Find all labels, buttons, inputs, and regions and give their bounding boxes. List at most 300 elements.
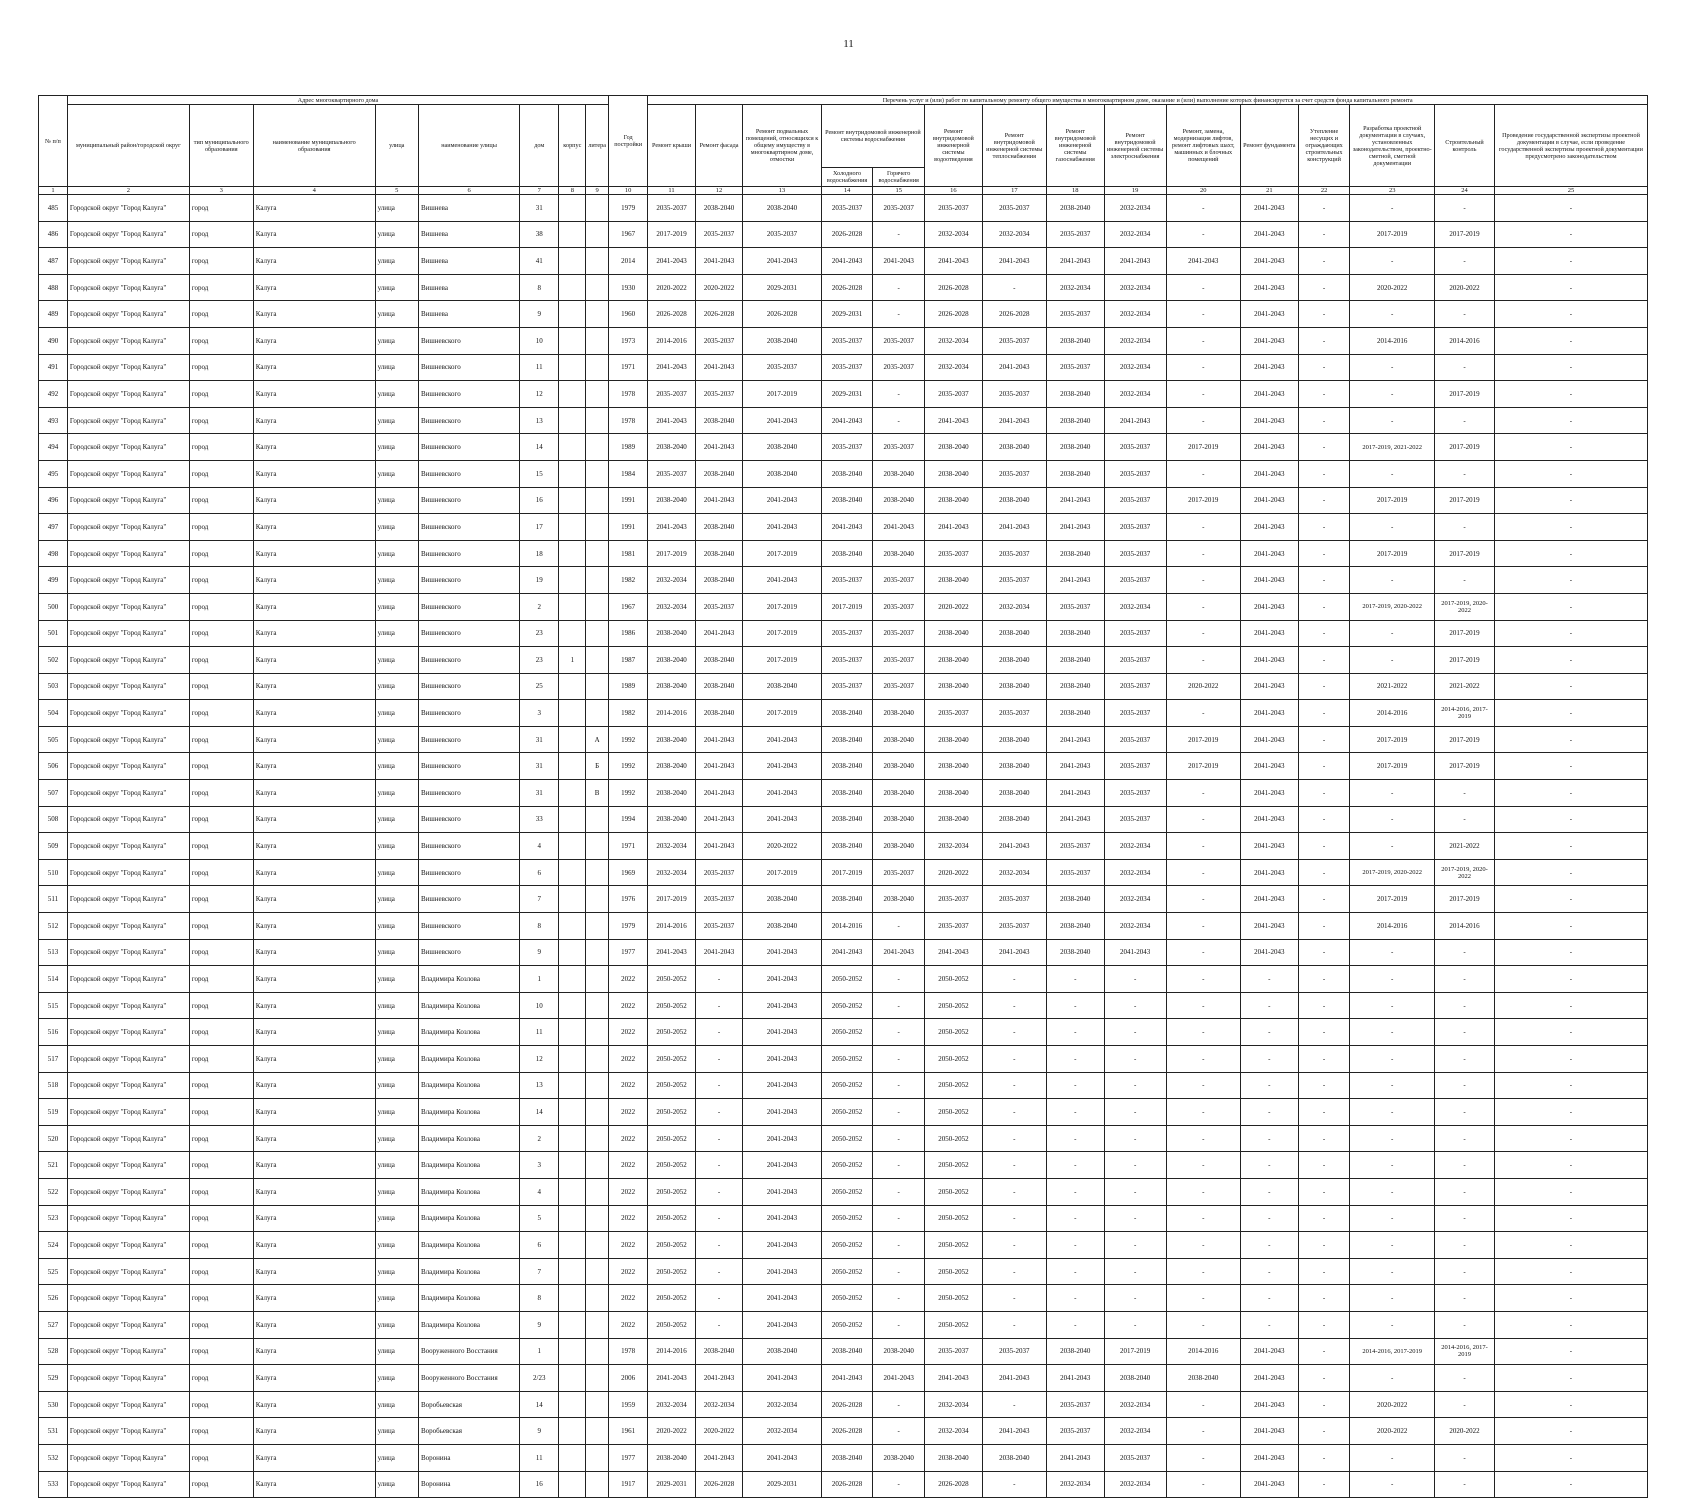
table-row bbox=[39, 1152, 1648, 1179]
table-cell: 2038-2040 bbox=[982, 673, 1046, 700]
table-cell: - bbox=[1166, 327, 1240, 354]
table-cell: - bbox=[1350, 567, 1435, 594]
table-row bbox=[39, 1205, 1648, 1232]
column-number: 2 bbox=[67, 187, 189, 195]
table-cell: 2041-2043 bbox=[821, 939, 873, 966]
table-cell bbox=[559, 859, 586, 886]
table-cell: - bbox=[1494, 487, 1647, 514]
table-cell: 2038-2040 bbox=[1046, 939, 1104, 966]
table-cell: Калуга bbox=[253, 1019, 375, 1046]
table-cell: - bbox=[1240, 1258, 1298, 1285]
table-cell bbox=[559, 700, 586, 727]
table-cell bbox=[586, 1258, 609, 1285]
table-cell bbox=[586, 327, 609, 354]
table-row bbox=[39, 274, 1648, 301]
table-cell: - bbox=[1298, 913, 1350, 940]
table-cell: - bbox=[1435, 992, 1495, 1019]
header-gas: Ремонт внутридомовой инженерной системы газоснабжения bbox=[1046, 105, 1104, 187]
table-cell: Калуга bbox=[253, 806, 375, 833]
table-cell: 2038-2040 bbox=[821, 726, 873, 753]
table-cell: 2020-2022 bbox=[1350, 1418, 1435, 1445]
table-cell: 2038-2040 bbox=[982, 753, 1046, 780]
column-number: 6 bbox=[418, 187, 519, 195]
table-cell: 2038-2040 bbox=[873, 460, 925, 487]
table-cell: 11 bbox=[520, 354, 559, 381]
table-cell: - bbox=[1494, 886, 1647, 913]
table-cell bbox=[559, 327, 586, 354]
table-cell: - bbox=[982, 1311, 1046, 1338]
table-cell: 2022 bbox=[609, 1232, 648, 1259]
table-cell: Калуга bbox=[253, 992, 375, 1019]
table-cell: 2032-2034 bbox=[648, 859, 696, 886]
page-number: 11 bbox=[843, 38, 854, 50]
table-cell: - bbox=[1166, 593, 1240, 620]
table-cell: Вишневского bbox=[418, 913, 519, 940]
table-cell: 2026-2028 bbox=[695, 1471, 743, 1498]
table-cell: - bbox=[1350, 1365, 1435, 1392]
table-cell: - bbox=[695, 966, 743, 993]
table-cell: Вишневского bbox=[418, 381, 519, 408]
table-cell: - bbox=[695, 1019, 743, 1046]
table-cell: 2035-2037 bbox=[1104, 514, 1166, 541]
table-cell bbox=[559, 1232, 586, 1259]
table-cell: Вишнева bbox=[418, 221, 519, 248]
table-cell: 523 bbox=[39, 1205, 68, 1232]
table-cell: Владимира Козлова bbox=[418, 966, 519, 993]
table-cell: 2041-2043 bbox=[743, 1072, 821, 1099]
table-cell: Калуга bbox=[253, 1444, 375, 1471]
table-cell: 16 bbox=[520, 1471, 559, 1498]
table-cell: - bbox=[1166, 1019, 1240, 1046]
table-cell: - bbox=[1350, 195, 1435, 222]
table-row bbox=[39, 1285, 1648, 1312]
table-cell: - bbox=[1104, 1125, 1166, 1152]
table-cell bbox=[586, 913, 609, 940]
table-cell: - bbox=[1435, 1365, 1495, 1392]
table-cell: 2038-2040 bbox=[1166, 1365, 1240, 1392]
table-cell: Вишневского bbox=[418, 514, 519, 541]
table-cell: - bbox=[1166, 939, 1240, 966]
table-cell bbox=[586, 1311, 609, 1338]
table-cell: 1992 bbox=[609, 780, 648, 807]
table-cell: 2038-2040 bbox=[695, 567, 743, 594]
header-facade: Ремонт фасада bbox=[695, 105, 743, 187]
table-cell: город bbox=[189, 1232, 253, 1259]
table-cell: - bbox=[1240, 1072, 1298, 1099]
table-cell: - bbox=[873, 1285, 925, 1312]
table-cell bbox=[586, 248, 609, 275]
table-cell: 522 bbox=[39, 1178, 68, 1205]
table-cell: улица bbox=[375, 434, 418, 461]
table-cell: - bbox=[1166, 620, 1240, 647]
table-cell: - bbox=[1494, 327, 1647, 354]
table-cell: 2038-2040 bbox=[648, 753, 696, 780]
table-cell: - bbox=[1350, 1125, 1435, 1152]
table-cell: улица bbox=[375, 833, 418, 860]
table-cell: 2022 bbox=[609, 1125, 648, 1152]
table-cell: - bbox=[1298, 487, 1350, 514]
table-cell: 2020-2022 bbox=[1435, 1418, 1495, 1445]
table-cell: Владимира Козлова bbox=[418, 1258, 519, 1285]
table-cell: 2014-2016, 2017-2019 bbox=[1350, 1338, 1435, 1365]
table-cell: 2020-2022 bbox=[1350, 274, 1435, 301]
table-row bbox=[39, 1444, 1648, 1471]
table-cell: - bbox=[1104, 1285, 1166, 1312]
header-column-numbers bbox=[39, 187, 1648, 195]
table-cell: 2035-2037 bbox=[925, 381, 983, 408]
table-cell: 2 bbox=[520, 593, 559, 620]
table-cell: 2038-2040 bbox=[695, 700, 743, 727]
table-cell: 2014-2016, 2017-2019 bbox=[1435, 700, 1495, 727]
header-liter: литера bbox=[586, 105, 609, 187]
table-cell: 2038-2040 bbox=[821, 1338, 873, 1365]
table-cell: 2041-2043 bbox=[1240, 833, 1298, 860]
table-cell: 500 bbox=[39, 593, 68, 620]
table-cell: 2041-2043 bbox=[1240, 1365, 1298, 1392]
table-cell: Городской округ "Город Калуга" bbox=[67, 248, 189, 275]
table-cell: город bbox=[189, 407, 253, 434]
table-cell: - bbox=[1104, 1205, 1166, 1232]
table-row bbox=[39, 248, 1648, 275]
table-cell bbox=[559, 1019, 586, 1046]
table-cell: - bbox=[1350, 1152, 1435, 1179]
table-cell: 2038-2040 bbox=[1046, 540, 1104, 567]
table-cell: 2041-2043 bbox=[695, 806, 743, 833]
table-cell: 2014-2016 bbox=[1435, 913, 1495, 940]
capital-repair-table bbox=[38, 95, 1648, 1498]
table-cell: 2017-2019 bbox=[648, 540, 696, 567]
table-row bbox=[39, 221, 1648, 248]
table-cell: город bbox=[189, 1338, 253, 1365]
table-cell: 1982 bbox=[609, 700, 648, 727]
table-row bbox=[39, 593, 1648, 620]
table-cell: 2038-2040 bbox=[925, 647, 983, 674]
header-heat: Ремонт внутридомовой инженерной системы теплоснабжения bbox=[982, 105, 1046, 187]
column-number: 19 bbox=[1104, 187, 1166, 195]
table-cell: 2050-2052 bbox=[925, 1019, 983, 1046]
header-street-type: улица bbox=[375, 105, 418, 187]
table-cell: 2035-2037 bbox=[743, 221, 821, 248]
table-cell: - bbox=[1298, 1365, 1350, 1392]
table-cell: 2038-2040 bbox=[821, 886, 873, 913]
table-cell: 14 bbox=[520, 1391, 559, 1418]
table-row bbox=[39, 1019, 1648, 1046]
table-cell: 2050-2052 bbox=[925, 1285, 983, 1312]
table-cell: 2041-2043 bbox=[743, 1365, 821, 1392]
table-cell: - bbox=[1166, 647, 1240, 674]
table-cell: 2038-2040 bbox=[821, 780, 873, 807]
table-cell: улица bbox=[375, 1471, 418, 1498]
table-cell: - bbox=[1240, 1099, 1298, 1126]
table-cell: 2050-2052 bbox=[925, 1311, 983, 1338]
table-cell: Городской округ "Город Калуга" bbox=[67, 593, 189, 620]
table-cell: 2035-2037 bbox=[821, 434, 873, 461]
table-cell: Городской округ "Город Калуга" bbox=[67, 939, 189, 966]
table-cell: город bbox=[189, 1099, 253, 1126]
table-cell: - bbox=[695, 1311, 743, 1338]
table-cell bbox=[586, 540, 609, 567]
table-cell: 2038-2040 bbox=[648, 434, 696, 461]
table-cell: 2038-2040 bbox=[695, 514, 743, 541]
table-cell: - bbox=[1435, 1285, 1495, 1312]
table-cell: - bbox=[873, 1125, 925, 1152]
table-cell: Калуга bbox=[253, 487, 375, 514]
table-cell: 2038-2040 bbox=[695, 1338, 743, 1365]
table-cell bbox=[559, 992, 586, 1019]
table-cell: В bbox=[586, 780, 609, 807]
table-cell: 13 bbox=[520, 1072, 559, 1099]
table-cell: 8 bbox=[520, 1285, 559, 1312]
table-cell: 2041-2043 bbox=[743, 992, 821, 1019]
table-cell: - bbox=[873, 966, 925, 993]
table-cell: 2022 bbox=[609, 1258, 648, 1285]
table-cell: - bbox=[695, 992, 743, 1019]
table-cell: 2041-2043 bbox=[743, 753, 821, 780]
table-cell: 2017-2019, 2020-2022 bbox=[1350, 593, 1435, 620]
table-cell: 13 bbox=[520, 407, 559, 434]
table-cell: город bbox=[189, 301, 253, 328]
table-cell: - bbox=[1166, 1125, 1240, 1152]
table-row bbox=[39, 1365, 1648, 1392]
table-cell: Калуга bbox=[253, 1391, 375, 1418]
table-cell: - bbox=[1298, 806, 1350, 833]
table-cell: - bbox=[1350, 1099, 1435, 1126]
table-cell: Городской округ "Город Калуга" bbox=[67, 1072, 189, 1099]
table-cell: Воронина bbox=[418, 1471, 519, 1498]
table-cell: - bbox=[1240, 1152, 1298, 1179]
header-num: № п/п bbox=[39, 96, 68, 187]
table-cell: 2038-2040 bbox=[648, 647, 696, 674]
table-cell: - bbox=[1166, 274, 1240, 301]
table-cell: 2041-2043 bbox=[648, 248, 696, 275]
table-cell: 2035-2037 bbox=[1104, 780, 1166, 807]
table-cell: 2041-2043 bbox=[743, 966, 821, 993]
table-cell: 2050-2052 bbox=[925, 1205, 983, 1232]
table-cell: 511 bbox=[39, 886, 68, 913]
table-cell: 2017-2019 bbox=[1104, 1338, 1166, 1365]
table-cell: город bbox=[189, 726, 253, 753]
table-cell: 2050-2052 bbox=[648, 1311, 696, 1338]
table-cell bbox=[586, 700, 609, 727]
table-cell: 2041-2043 bbox=[1104, 939, 1166, 966]
table-cell: улица bbox=[375, 487, 418, 514]
table-cell: - bbox=[1494, 593, 1647, 620]
table-cell bbox=[559, 407, 586, 434]
header-water: Ремонт внутридомовой инженерной системы водоснабжения bbox=[821, 105, 924, 168]
table-cell: 2038-2040 bbox=[695, 647, 743, 674]
table-cell: 2038-2040 bbox=[925, 673, 983, 700]
table-cell: 2038-2040 bbox=[873, 540, 925, 567]
table-cell: Городской округ "Город Калуга" bbox=[67, 195, 189, 222]
header-cold: Холодного водоснабжения bbox=[821, 168, 873, 187]
table-cell: 2038-2040 bbox=[873, 806, 925, 833]
table-cell: город bbox=[189, 434, 253, 461]
table-cell: Калуга bbox=[253, 780, 375, 807]
table-cell: 2041-2043 bbox=[1240, 593, 1298, 620]
table-cell: 2035-2037 bbox=[695, 327, 743, 354]
table-cell bbox=[586, 301, 609, 328]
table-cell: - bbox=[982, 1125, 1046, 1152]
table-cell: - bbox=[873, 1391, 925, 1418]
table-cell: 2038-2040 bbox=[743, 913, 821, 940]
table-cell: 2017-2019 bbox=[1166, 434, 1240, 461]
table-cell: - bbox=[1350, 833, 1435, 860]
table-cell: 2035-2037 bbox=[873, 327, 925, 354]
table-cell: 33 bbox=[520, 806, 559, 833]
table-cell: 2041-2043 bbox=[695, 833, 743, 860]
table-cell: 2038-2040 bbox=[821, 753, 873, 780]
table-cell: 2032-2034 bbox=[925, 354, 983, 381]
table-cell: Вишневского bbox=[418, 460, 519, 487]
table-cell: - bbox=[982, 966, 1046, 993]
table-cell: 2020-2022 bbox=[1166, 673, 1240, 700]
table-cell: улица bbox=[375, 1391, 418, 1418]
table-cell: Вишневского bbox=[418, 567, 519, 594]
table-cell: 2038-2040 bbox=[925, 806, 983, 833]
table-cell: Калуга bbox=[253, 1365, 375, 1392]
table-cell: Вооруженного Восстания bbox=[418, 1338, 519, 1365]
table-cell: 2022 bbox=[609, 1046, 648, 1073]
table-cell: улица bbox=[375, 567, 418, 594]
table-cell: Городской округ "Город Калуга" bbox=[67, 1471, 189, 1498]
table-cell: 2041-2043 bbox=[1240, 274, 1298, 301]
column-number: 7 bbox=[520, 187, 559, 195]
table-cell bbox=[559, 248, 586, 275]
table-cell: - bbox=[1494, 514, 1647, 541]
table-cell: 2038-2040 bbox=[821, 1444, 873, 1471]
table-cell: - bbox=[1046, 1099, 1104, 1126]
table-cell: 41 bbox=[520, 248, 559, 275]
table-cell: 2022 bbox=[609, 966, 648, 993]
header-design: Разработка проектной документации в случаях, установленных законодательством, проектно-сметной, сметной документации bbox=[1350, 105, 1435, 187]
table-cell: 2038-2040 bbox=[873, 780, 925, 807]
table-cell: Калуга bbox=[253, 620, 375, 647]
table-cell: город bbox=[189, 1205, 253, 1232]
table-cell: 2026-2028 bbox=[695, 301, 743, 328]
table-cell: 6 bbox=[520, 1232, 559, 1259]
table-cell: 2017-2019 bbox=[648, 221, 696, 248]
table-row bbox=[39, 407, 1648, 434]
table-cell: - bbox=[1046, 1258, 1104, 1285]
table-cell: 2050-2052 bbox=[925, 1046, 983, 1073]
table-cell: - bbox=[1166, 301, 1240, 328]
table-cell: - bbox=[1435, 1178, 1495, 1205]
table-cell: 2017-2019 bbox=[1435, 540, 1495, 567]
table-cell: город bbox=[189, 540, 253, 567]
table-cell: 2041-2043 bbox=[1240, 460, 1298, 487]
column-number: 3 bbox=[189, 187, 253, 195]
table-cell: Калуга bbox=[253, 726, 375, 753]
table-cell: - bbox=[1166, 966, 1240, 993]
table-cell: 9 bbox=[520, 301, 559, 328]
table-cell: город bbox=[189, 1391, 253, 1418]
table-cell: - bbox=[873, 1232, 925, 1259]
table-cell: 2032-2034 bbox=[925, 1418, 983, 1445]
table-cell: 2035-2037 bbox=[873, 673, 925, 700]
table-cell: - bbox=[873, 1152, 925, 1179]
table-cell: 2035-2037 bbox=[1104, 434, 1166, 461]
table-cell: 2041-2043 bbox=[695, 753, 743, 780]
table-cell: Владимира Козлова bbox=[418, 1099, 519, 1126]
table-cell: 23 bbox=[520, 620, 559, 647]
table-cell bbox=[559, 567, 586, 594]
table-cell: город bbox=[189, 1258, 253, 1285]
table-cell: 2041-2043 bbox=[1240, 886, 1298, 913]
table-cell: - bbox=[1298, 726, 1350, 753]
table-cell: - bbox=[1298, 1471, 1350, 1498]
table-cell: 2035-2037 bbox=[982, 567, 1046, 594]
table-cell: 9 bbox=[520, 939, 559, 966]
header-control: Строительный контроль bbox=[1435, 105, 1495, 187]
table-cell: 2050-2052 bbox=[821, 992, 873, 1019]
table-cell: Калуга bbox=[253, 407, 375, 434]
table-cell: 2041-2043 bbox=[743, 567, 821, 594]
table-cell: 1989 bbox=[609, 434, 648, 461]
table-cell: улица bbox=[375, 1232, 418, 1259]
table-cell: 497 bbox=[39, 514, 68, 541]
table-cell: Калуга bbox=[253, 354, 375, 381]
table-cell: - bbox=[1298, 301, 1350, 328]
table-row bbox=[39, 913, 1648, 940]
table-row bbox=[39, 1418, 1648, 1445]
table-cell: - bbox=[1166, 1152, 1240, 1179]
table-cell: 2032-2034 bbox=[648, 567, 696, 594]
table-cell: - bbox=[1298, 274, 1350, 301]
header-municipal: муниципальный район/городской округ bbox=[67, 105, 189, 187]
table-cell: - bbox=[1046, 1019, 1104, 1046]
table-cell: 11 bbox=[520, 1444, 559, 1471]
table-cell: 2017-2019 bbox=[743, 593, 821, 620]
table-cell: - bbox=[1494, 1178, 1647, 1205]
table-cell: 2041-2043 bbox=[1240, 913, 1298, 940]
table-cell: - bbox=[1494, 1232, 1647, 1259]
column-number: 16 bbox=[925, 187, 983, 195]
header-foundation: Ремонт фундамента bbox=[1240, 105, 1298, 187]
table-cell: Городской округ "Город Калуга" bbox=[67, 647, 189, 674]
table-cell: 12 bbox=[520, 381, 559, 408]
table-cell bbox=[559, 620, 586, 647]
table-row bbox=[39, 354, 1648, 381]
table-cell: Вооруженного Восстания bbox=[418, 1365, 519, 1392]
table-cell: Калуга bbox=[253, 647, 375, 674]
table-cell: 486 bbox=[39, 221, 68, 248]
table-cell: 2041-2043 bbox=[982, 833, 1046, 860]
table-cell: 2041-2043 bbox=[1240, 327, 1298, 354]
table-cell: 2041-2043 bbox=[982, 1418, 1046, 1445]
table-cell: 2014-2016 bbox=[648, 913, 696, 940]
table-row bbox=[39, 195, 1648, 222]
table-row bbox=[39, 381, 1648, 408]
table-cell: 2029-2031 bbox=[821, 301, 873, 328]
table-cell: улица bbox=[375, 1178, 418, 1205]
table-cell: - bbox=[1046, 1125, 1104, 1152]
header-warming: Утепление несущих и ограждающих строительных конструкций bbox=[1298, 105, 1350, 187]
table-cell: - bbox=[1298, 1152, 1350, 1179]
table-cell: - bbox=[1494, 1365, 1647, 1392]
table-cell: - bbox=[1298, 1072, 1350, 1099]
table-cell: - bbox=[1494, 1391, 1647, 1418]
table-cell bbox=[586, 593, 609, 620]
table-cell: 2026-2028 bbox=[925, 1471, 983, 1498]
table-cell: 2050-2052 bbox=[925, 1258, 983, 1285]
table-cell: Городской округ "Город Калуга" bbox=[67, 1365, 189, 1392]
table-cell: улица bbox=[375, 913, 418, 940]
table-cell: 2035-2037 bbox=[648, 381, 696, 408]
table-cell: - bbox=[1298, 647, 1350, 674]
table-cell: 2041-2043 bbox=[1240, 939, 1298, 966]
table-cell: 2038-2040 bbox=[648, 673, 696, 700]
table-cell: 2029-2031 bbox=[821, 381, 873, 408]
